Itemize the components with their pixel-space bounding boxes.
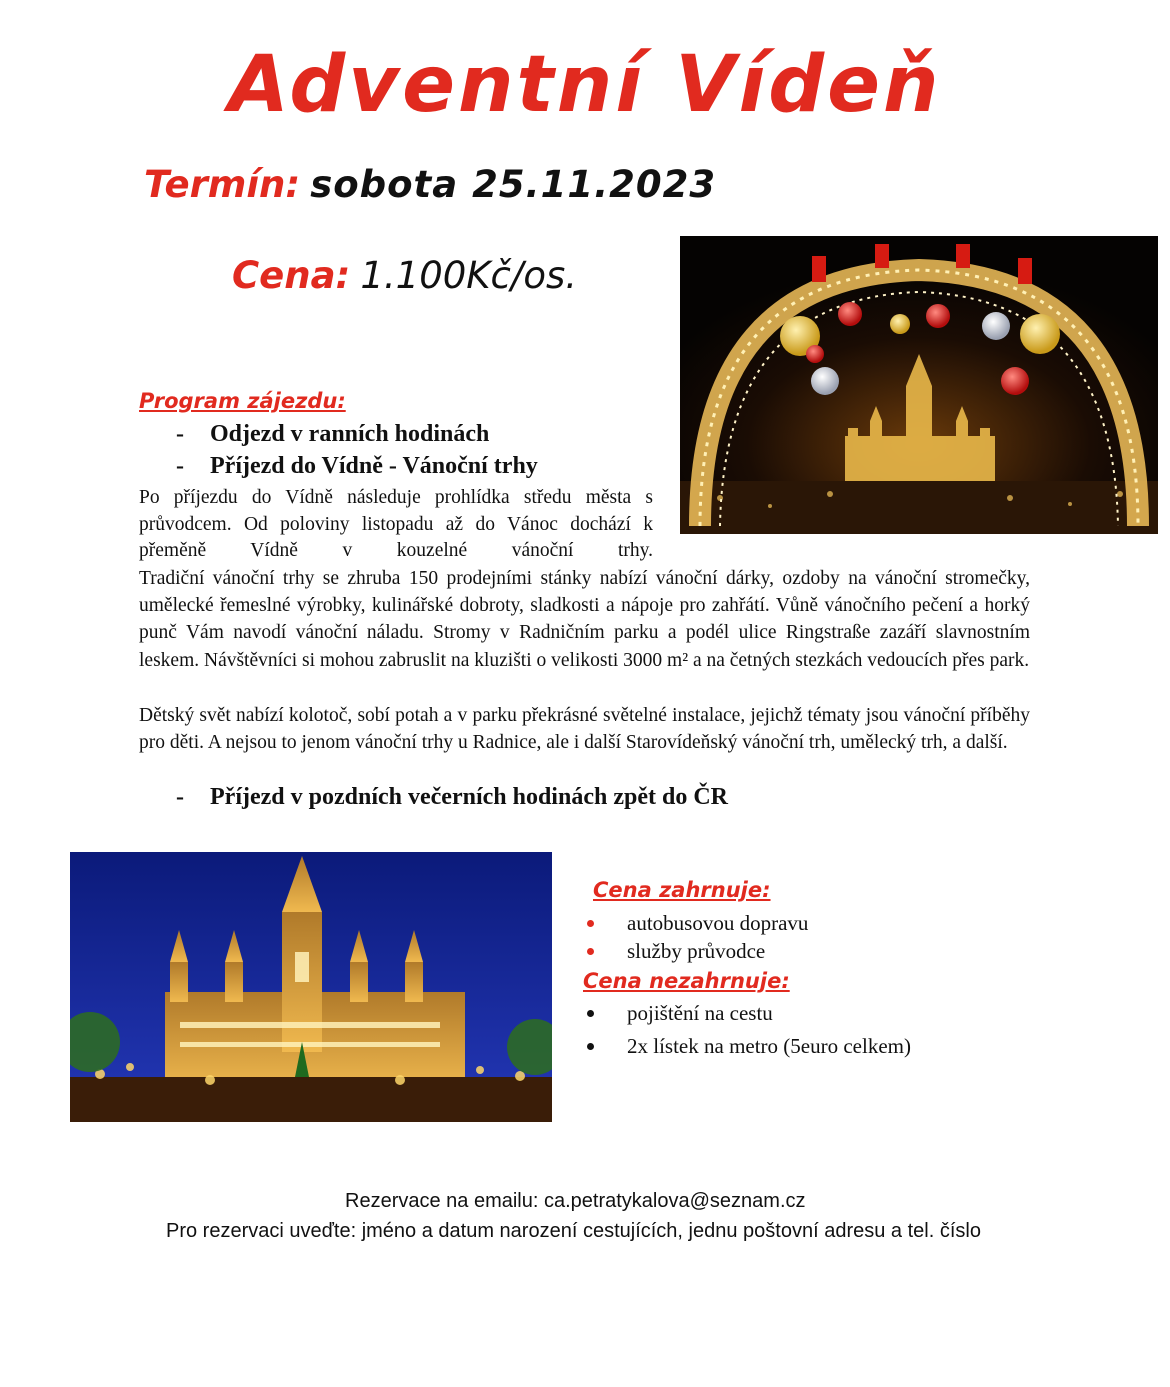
reservation-email: Rezervace na emailu: ca.petratykalova@seznam.cz xyxy=(345,1190,806,1212)
program-paragraph: Tradiční vánoční trhy se zhruba 150 prodejními stánky nabízí vánoční dárky, ozdoby na vánoční stromečky, umělecké řemeslné výrobky, kulinářské dobroty, sladkosti a nápoje pro zahřátí. Vůně vánočního pečení a horký punč Vám navodí vánoční náladu. Stromy v Radničním parku a podél ulice Ringstraße zazáří slavnostním leskem. Návštěvníci si mohou zabruslit na kluzišti o velikosti 3000 m² a na četných stezkách vedoucích přes park. xyxy=(139,568,1030,671)
program-paragraph: Dětský svět nabízí kolotoč, sobí potah a v parku překrásné světelné instalace, jejichž tématy jsou vánoční příběhy pro děti. A nejsou to jenom vánoční trhy u Radnice, ale i další Starovídeňský vánoční trh, umělecký trh, a další. xyxy=(139,705,1030,754)
price-value: 1.100Kč/os. xyxy=(360,254,578,297)
includes-list xyxy=(583,909,808,965)
term-row xyxy=(144,163,716,206)
page-title: Adventní Vídeň xyxy=(228,40,942,130)
christmas-market-arch-photo xyxy=(680,236,1158,534)
bullet-icon xyxy=(587,1010,594,1017)
program-heading: Program zájezdu: xyxy=(139,389,346,413)
bullet-icon xyxy=(587,948,594,955)
term-label: Termín: xyxy=(144,163,301,206)
program-paragraph: Po příjezdu do Vídně následuje prohlídka středu města s průvodcem. Od poloviny listopadu až do Vánoc dochází k přeměně Vídně v kouzelné vánoční trhy. xyxy=(139,487,653,562)
price-row xyxy=(232,254,577,297)
list-item: pojištění na cestu xyxy=(583,999,911,1032)
excludes-heading: Cena nezahrnuje: xyxy=(583,969,790,993)
includes-heading: Cena zahrnuje: xyxy=(593,878,771,902)
list-item: autobusovou dopravu xyxy=(583,909,808,937)
program-item: - Příjezd do Vídně - Vánoční trhy xyxy=(176,453,538,479)
list-item: 2x lístek na metro (5euro celkem) xyxy=(583,1032,911,1065)
program-item: - Příjezd v pozdních večerních hodinách zpět do ČR xyxy=(176,784,728,810)
program-item: - Odjezd v ranních hodinách xyxy=(176,421,490,447)
term-value: sobota 25.11.2023 xyxy=(310,163,717,206)
price-label: Cena: xyxy=(232,254,351,297)
bullet-icon xyxy=(587,1043,594,1050)
excludes-list xyxy=(583,999,911,1065)
bullet-icon xyxy=(587,920,594,927)
reservation-instructions: Pro rezervaci uveďte: jméno a datum narození cestujících, jednu poštovní adresu a tel. číslo xyxy=(166,1220,981,1242)
list-item: služby průvodce xyxy=(583,937,808,965)
vienna-city-hall-photo xyxy=(70,852,552,1122)
